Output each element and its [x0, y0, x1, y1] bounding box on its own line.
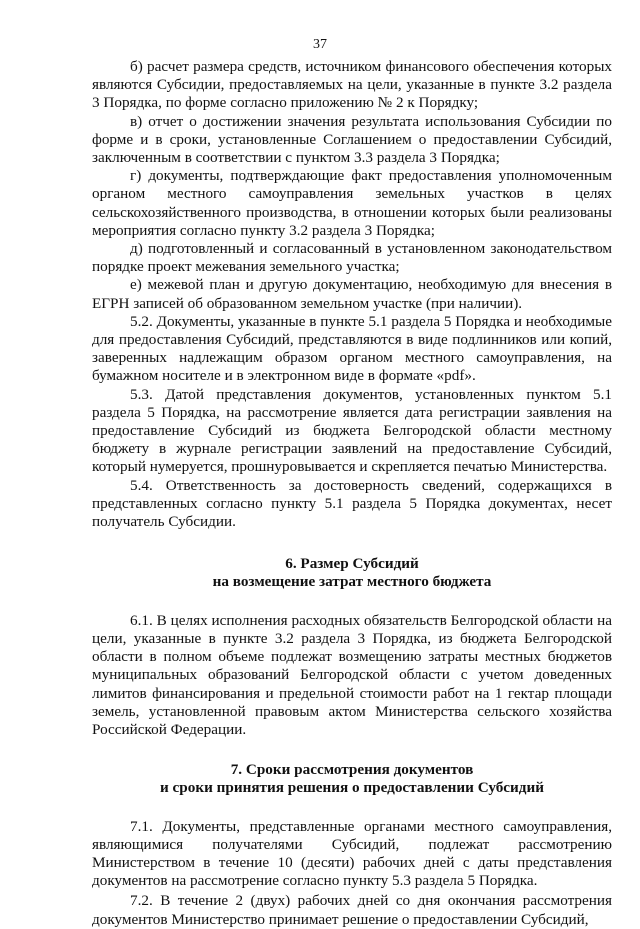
section-6-title-line1: 6. Размер Субсидий — [285, 555, 419, 573]
paragraph-5-4: 5.4. Ответственность за достоверность сведений, содержащихся в представленных согласно пункту 5.1 раздела 5 Порядка документах, несет получатель Субсидии. — [92, 476, 612, 531]
section-7-title-line1: 7. Сроки рассмотрения документов — [230, 761, 474, 779]
paragraph-5-2: 5.2. Документы, указанные в пункте 5.1 раздела 5 Порядка и необходимые для предоставления Субсидий, представляются в виде подлинников или копий, заверенных надлежащим образом органом местного самоуправления, на бумажном носителе и в электронном виде в формате «pdf». — [92, 312, 612, 385]
page-number: 37 — [313, 37, 327, 52]
section-7-heading — [92, 761, 612, 797]
paragraph-d: д) подготовленный и согласованный в установленном законодательством порядке проект межевания земельного участка; — [92, 240, 612, 276]
paragraph-e: е) межевой план и другую документацию, необходимую для внесения в ЕГРН записей об образованном земельном участке (при наличии). — [92, 276, 612, 312]
section-7-title-line2: и сроки принятия решения о предоставлении Субсидий — [160, 779, 544, 797]
section-6-title-line2: на возмещение затрат местного бюджета — [212, 573, 492, 591]
paragraph-g: г) документы, подтверждающие факт предоставления уполномоченным органом местного самоуправления земельных участков в целях сельскохозяйственного производства, в отношении которых были реализованы мероприятия согласно пункту 3.2 раздела 3 Порядка; — [92, 167, 612, 239]
paragraph-v: в) отчет о достижении значения результата использования Субсидии по форме и в сроки, установленные Соглашением о предоставлении Субсидий, заключенным в соответствии с пунктом 3.3 раздела 3 Порядка; — [92, 112, 612, 167]
section-6-heading — [92, 555, 612, 591]
paragraph-7-2: 7.2. В течение 2 (двух) рабочих дней со дня окончания рассмотрения документов Министерство принимает решение о предоставлении Субсидий, — [92, 892, 612, 928]
paragraph-7-1: 7.1. Документы, представленные органами местного самоуправления, являющимися получателями Субсидий, подлежат рассмотрению Министерством в течение 10 (десяти) рабочих дней с даты представления документов на рассмотрение согласно пункту 5.3 раздела 5 Порядка. — [92, 817, 612, 890]
document-body — [92, 58, 612, 929]
paragraph-b: б) расчет размера средств, источником финансового обеспечения которых являются Субсидии, предоставляемых на цели, указанные в пункте 3.2 раздела 3 Порядка, по форме согласно приложению № 2 к Порядку; — [92, 58, 612, 112]
paragraph-6-1: 6.1. В целях исполнения расходных обязательств Белгородской области на цели, указанные в пункте 3.2 раздела 3 Порядка, из бюджета Белгородской области в полном объеме подлежат возмещению затраты местных бюджетов муниципальных образований Белгородской области с учетом доведенных лимитов финансирования и предельной стоимости работ на 1 гектар площади земель, установленной правовым актом Министерства сельского хозяйства Российской Федерации. — [92, 611, 612, 738]
paragraph-5-3: 5.3. Датой представления документов, установленных пунктом 5.1 раздела 5 Порядка, на рассмотрение является дата регистрации заявления на предоставление Субсидий из бюджета Белгородской области местному бюджету в журнале регистрации заявлений на предоставление Субсидий, который нумеруется, прошнуровывается и скрепляется печатью Министерства. — [92, 385, 612, 476]
